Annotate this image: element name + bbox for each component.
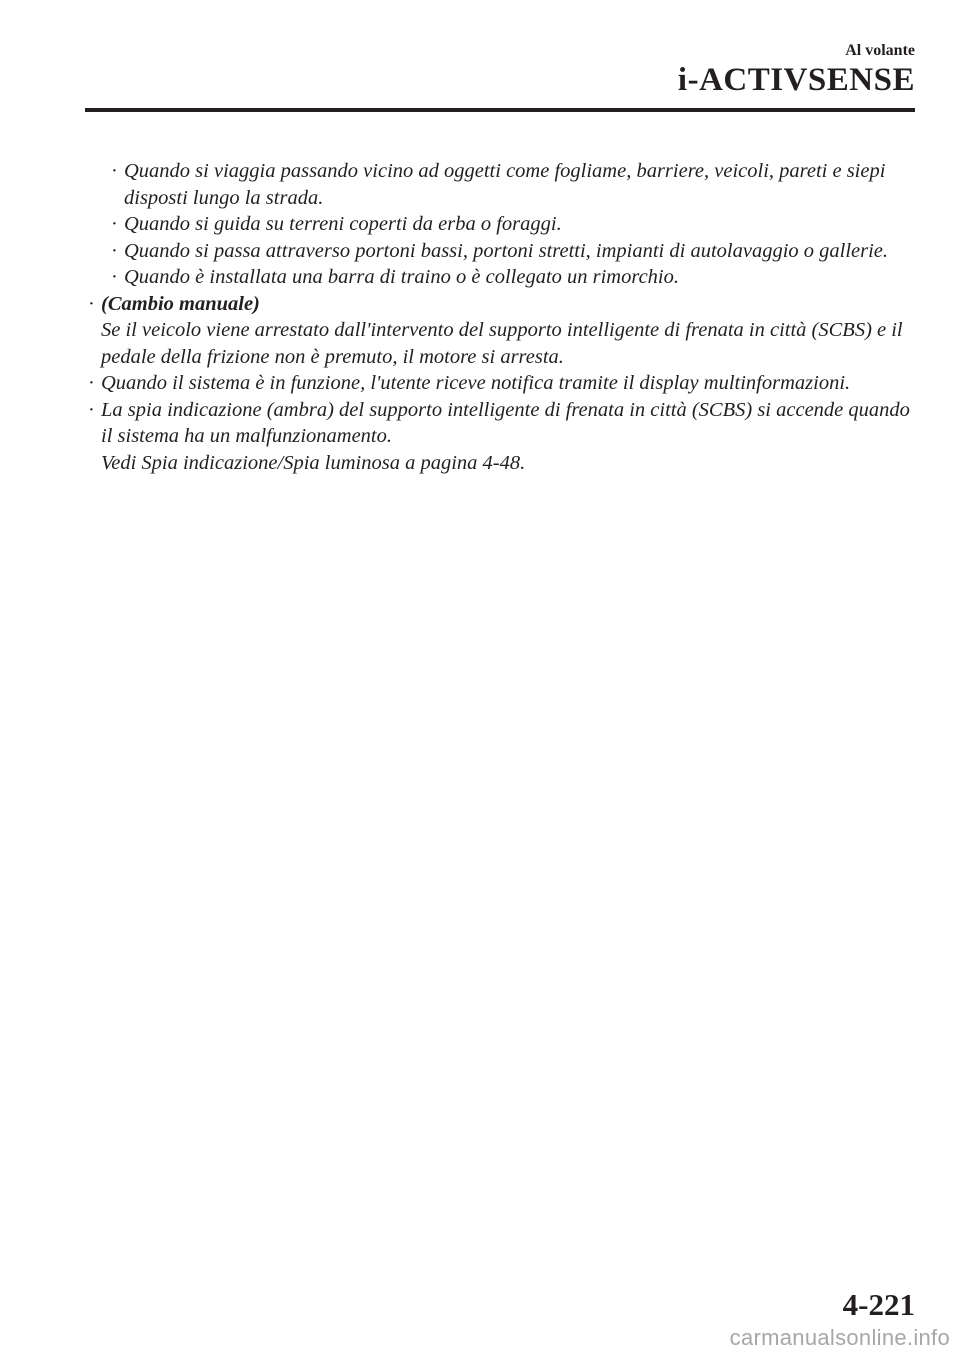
manual-transmission-text: Se il veicolo viene arrestato dall'intervento del supporto intelligente di frenata in città (SCBS) e il pedale della frizione non è premuto, il motore si arresta. <box>101 319 903 368</box>
bullet-icon: · <box>88 292 95 315</box>
manual-transmission-heading: (Cambio manuale) <box>101 292 260 315</box>
bullet-icon: · <box>111 160 118 182</box>
bullet-icon: · <box>88 372 95 394</box>
page-number: 4-221 <box>842 1287 915 1322</box>
bullet-icon: · <box>111 266 118 288</box>
header-divider <box>85 108 915 112</box>
bullet-icon: · <box>111 239 118 262</box>
list-item-warning-light <box>88 397 918 477</box>
bullet-icon: · <box>111 213 118 235</box>
list-item <box>111 211 918 238</box>
list-item-text: Quando si viaggia passando vicino ad oggetti come fogliame, barriere, veicoli, pareti e siepi disposti lungo la strada. <box>124 160 886 209</box>
list-item-notification <box>88 370 918 397</box>
list-item-manual-transmission <box>88 291 918 371</box>
bullet-icon: · <box>88 398 95 421</box>
notification-text: Quando il sistema è in funzione, l'utente riceve notifica tramite il display multinformazioni. <box>101 372 851 394</box>
list-item-text: Quando è installata una barra di traino o è collegato un rimorchio. <box>124 266 680 288</box>
page-reference: Vedi Spia indicazione/Spia luminosa a pagina 4-48. <box>101 451 526 474</box>
list-item <box>111 264 918 291</box>
list-item-text: Quando si passa attraverso portoni bassi, portoni stretti, impianti di autolavaggio o gallerie. <box>124 239 889 262</box>
list-item <box>111 238 918 265</box>
section-label: Al volante <box>845 42 915 59</box>
chapter-title: i-ACTIVSENSE <box>677 62 915 98</box>
watermark: carmanualsonline.info <box>729 1325 950 1350</box>
manual-body <box>88 158 918 476</box>
warning-light-text: La spia indicazione (ambra) del supporto intelligente di frenata in città (SCBS) si accende quando il sistema ha un malfunzionamento. <box>101 398 910 447</box>
list-item <box>111 158 918 211</box>
list-item-text: Quando si guida su terreni coperti da erba o foraggi. <box>124 213 562 235</box>
